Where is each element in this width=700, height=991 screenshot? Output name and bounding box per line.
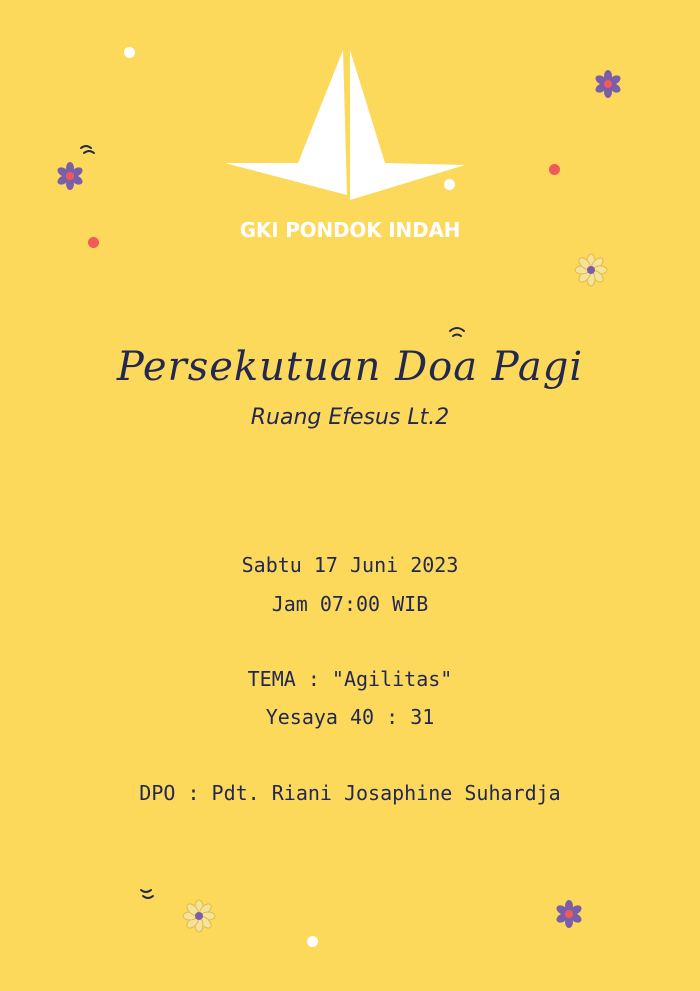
squiggle-icon — [78, 142, 98, 162]
decor-dot-red — [88, 237, 99, 248]
theme-label: TEMA : "Agilitas" — [247, 667, 453, 691]
flower-icon — [54, 160, 86, 192]
event-date: Sabtu 17 Juni 2023 — [241, 553, 459, 577]
event-title: Persekutuan Doa Pagi — [116, 344, 584, 390]
decor-dot-white — [124, 47, 135, 58]
decor-dot-white — [444, 179, 455, 190]
star-logo-icon — [220, 45, 470, 210]
flower-icon — [553, 898, 585, 930]
leader-label: DPO : Pdt. Riani Josaphine Suhardja — [139, 781, 561, 805]
event-location: Ruang Efesus Lt.2 — [250, 405, 450, 430]
flower-outline-icon — [181, 898, 217, 934]
flower-icon — [592, 68, 624, 100]
decor-dot-white — [307, 936, 318, 947]
squiggle-icon — [138, 884, 158, 904]
event-time: Jam 07:00 WIB — [271, 592, 429, 616]
title-accent-icon — [448, 325, 466, 339]
flower-outline-icon — [573, 252, 609, 288]
org-name: GKI PONDOK INDAH — [239, 218, 461, 242]
decor-dot-red — [549, 164, 560, 175]
theme-verse: Yesaya 40 : 31 — [265, 705, 435, 729]
